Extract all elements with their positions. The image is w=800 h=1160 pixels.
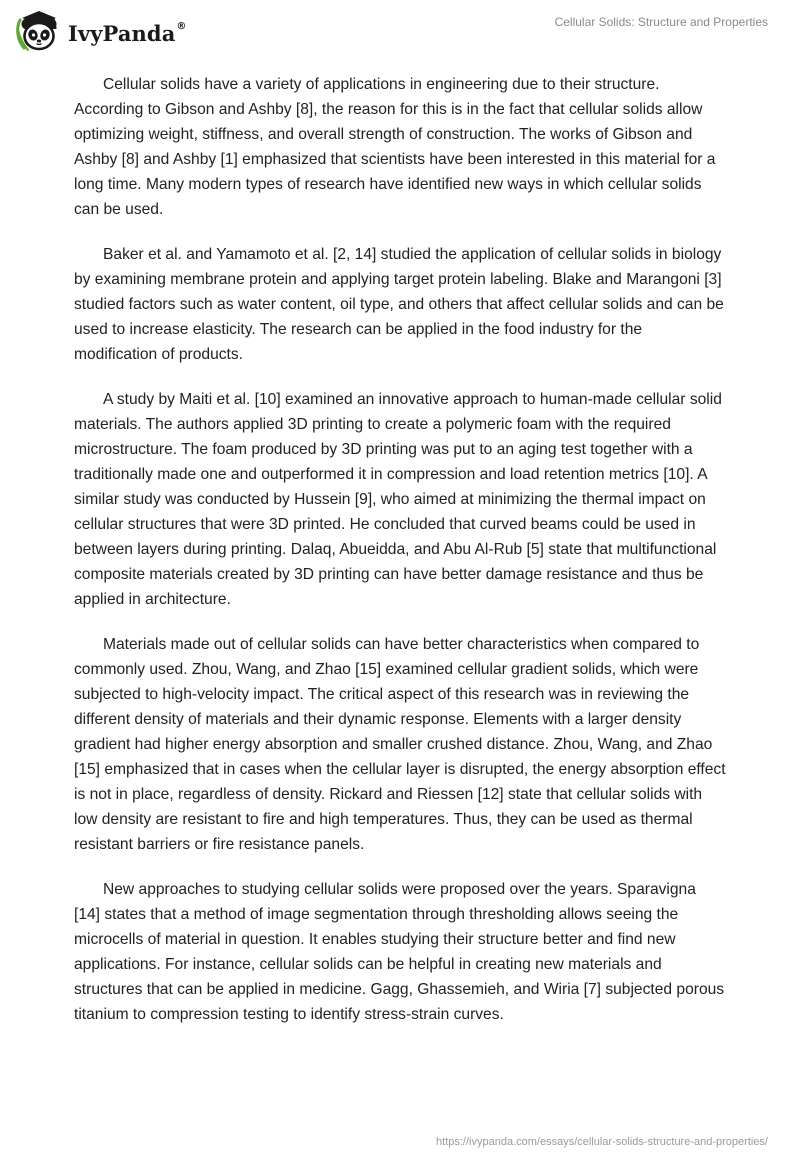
page-header (0, 0, 800, 60)
paragraph: Baker et al. and Yamamoto et al. [2, 14] studied the application of cellular solids in biology by examining membrane protein and applying target protein labeling. Blake and Marangoni [3] studied factors such as water content, oil type, and others that affect cellular solids and can be used to increase elasticity. The research can be applied in the food industry for the modification of products. (74, 246, 724, 363)
brand-name (68, 21, 187, 46)
paragraph: Materials made out of cellular solids can have better characteristics when compared to commonly used. Zhou, Wang, and Zhao [15] examined cellular gradient solids, which were subjected to high-velocity impact. The critical aspect of this research was in reviewing the different density of materials and their dynamic response. Elements with a larger density gradient had higher energy absorption and smaller crushed distance. Zhou, Wang, and Zhao [15] emphasized that in cases when the cellular layer is disrupted, the energy absorption effect is not in place, regardless of density. Rickard and Riessen [12] state that cellular solids with low density are resistant to fire and high temperatures. Thus, they can be used as thermal resistant barriers or fire resistance panels. (74, 636, 726, 853)
document-title: Cellular Solids: Structure and Properties (554, 15, 768, 29)
panda-graduate-icon (14, 8, 64, 54)
source-url[interactable]: https://ivypanda.com/essays/cellular-solids-structure-and-properties/ (436, 1136, 768, 1148)
brand-text: IvyPanda (68, 20, 176, 46)
paragraph: New approaches to studying cellular solids were proposed over the years. Sparavigna [14] states that a method of image segmentation through thresholding allows seeing the microcells of material in question. It enables studying their structure better and find new applications. For instance, cellular solids can be helpful in creating new materials and structures that can be applied in medicine. Gagg, Ghassemieh, and Wiria [7] subjected porous titanium to compression testing to identify stress-strain curves. (74, 881, 725, 1023)
paragraph: A study by Maiti et al. [10] examined an innovative approach to human-made cellular solid materials. The authors applied 3D printing to create a polymeric foam with the required microstructure. The foam produced by 3D printing was put to an aging test together with a traditionally made one and outperformed it in compression and load retention metrics [10]. A similar study was conducted by Hussein [9], who aimed at minimizing the thermal impact on cellular structures that were 3D printed. He concluded that curved beams could be used in between layers during printing. Dalaq, Abueidda, and Abu Al-Rub [5] state that multifunctional composite materials created by 3D printing can have better damage resistance and thus be applied in architecture. (74, 391, 722, 608)
ivypanda-logo[interactable] (14, 8, 187, 54)
essay-body (74, 72, 726, 1047)
paragraph: Cellular solids have a variety of applications in engineering due to their structure. According to Gibson and Ashby [8], the reason for this is in the fact that cellular solids allow optimizing weight, stiffness, and overall strength of construction. The works of Gibson and Ashby [8] and Ashby [1] emphasized that scientists have been interested in this material for a long time. Many modern types of research have identified new ways in which cellular solids can be used. (74, 76, 716, 218)
registered-mark: ® (176, 20, 187, 32)
